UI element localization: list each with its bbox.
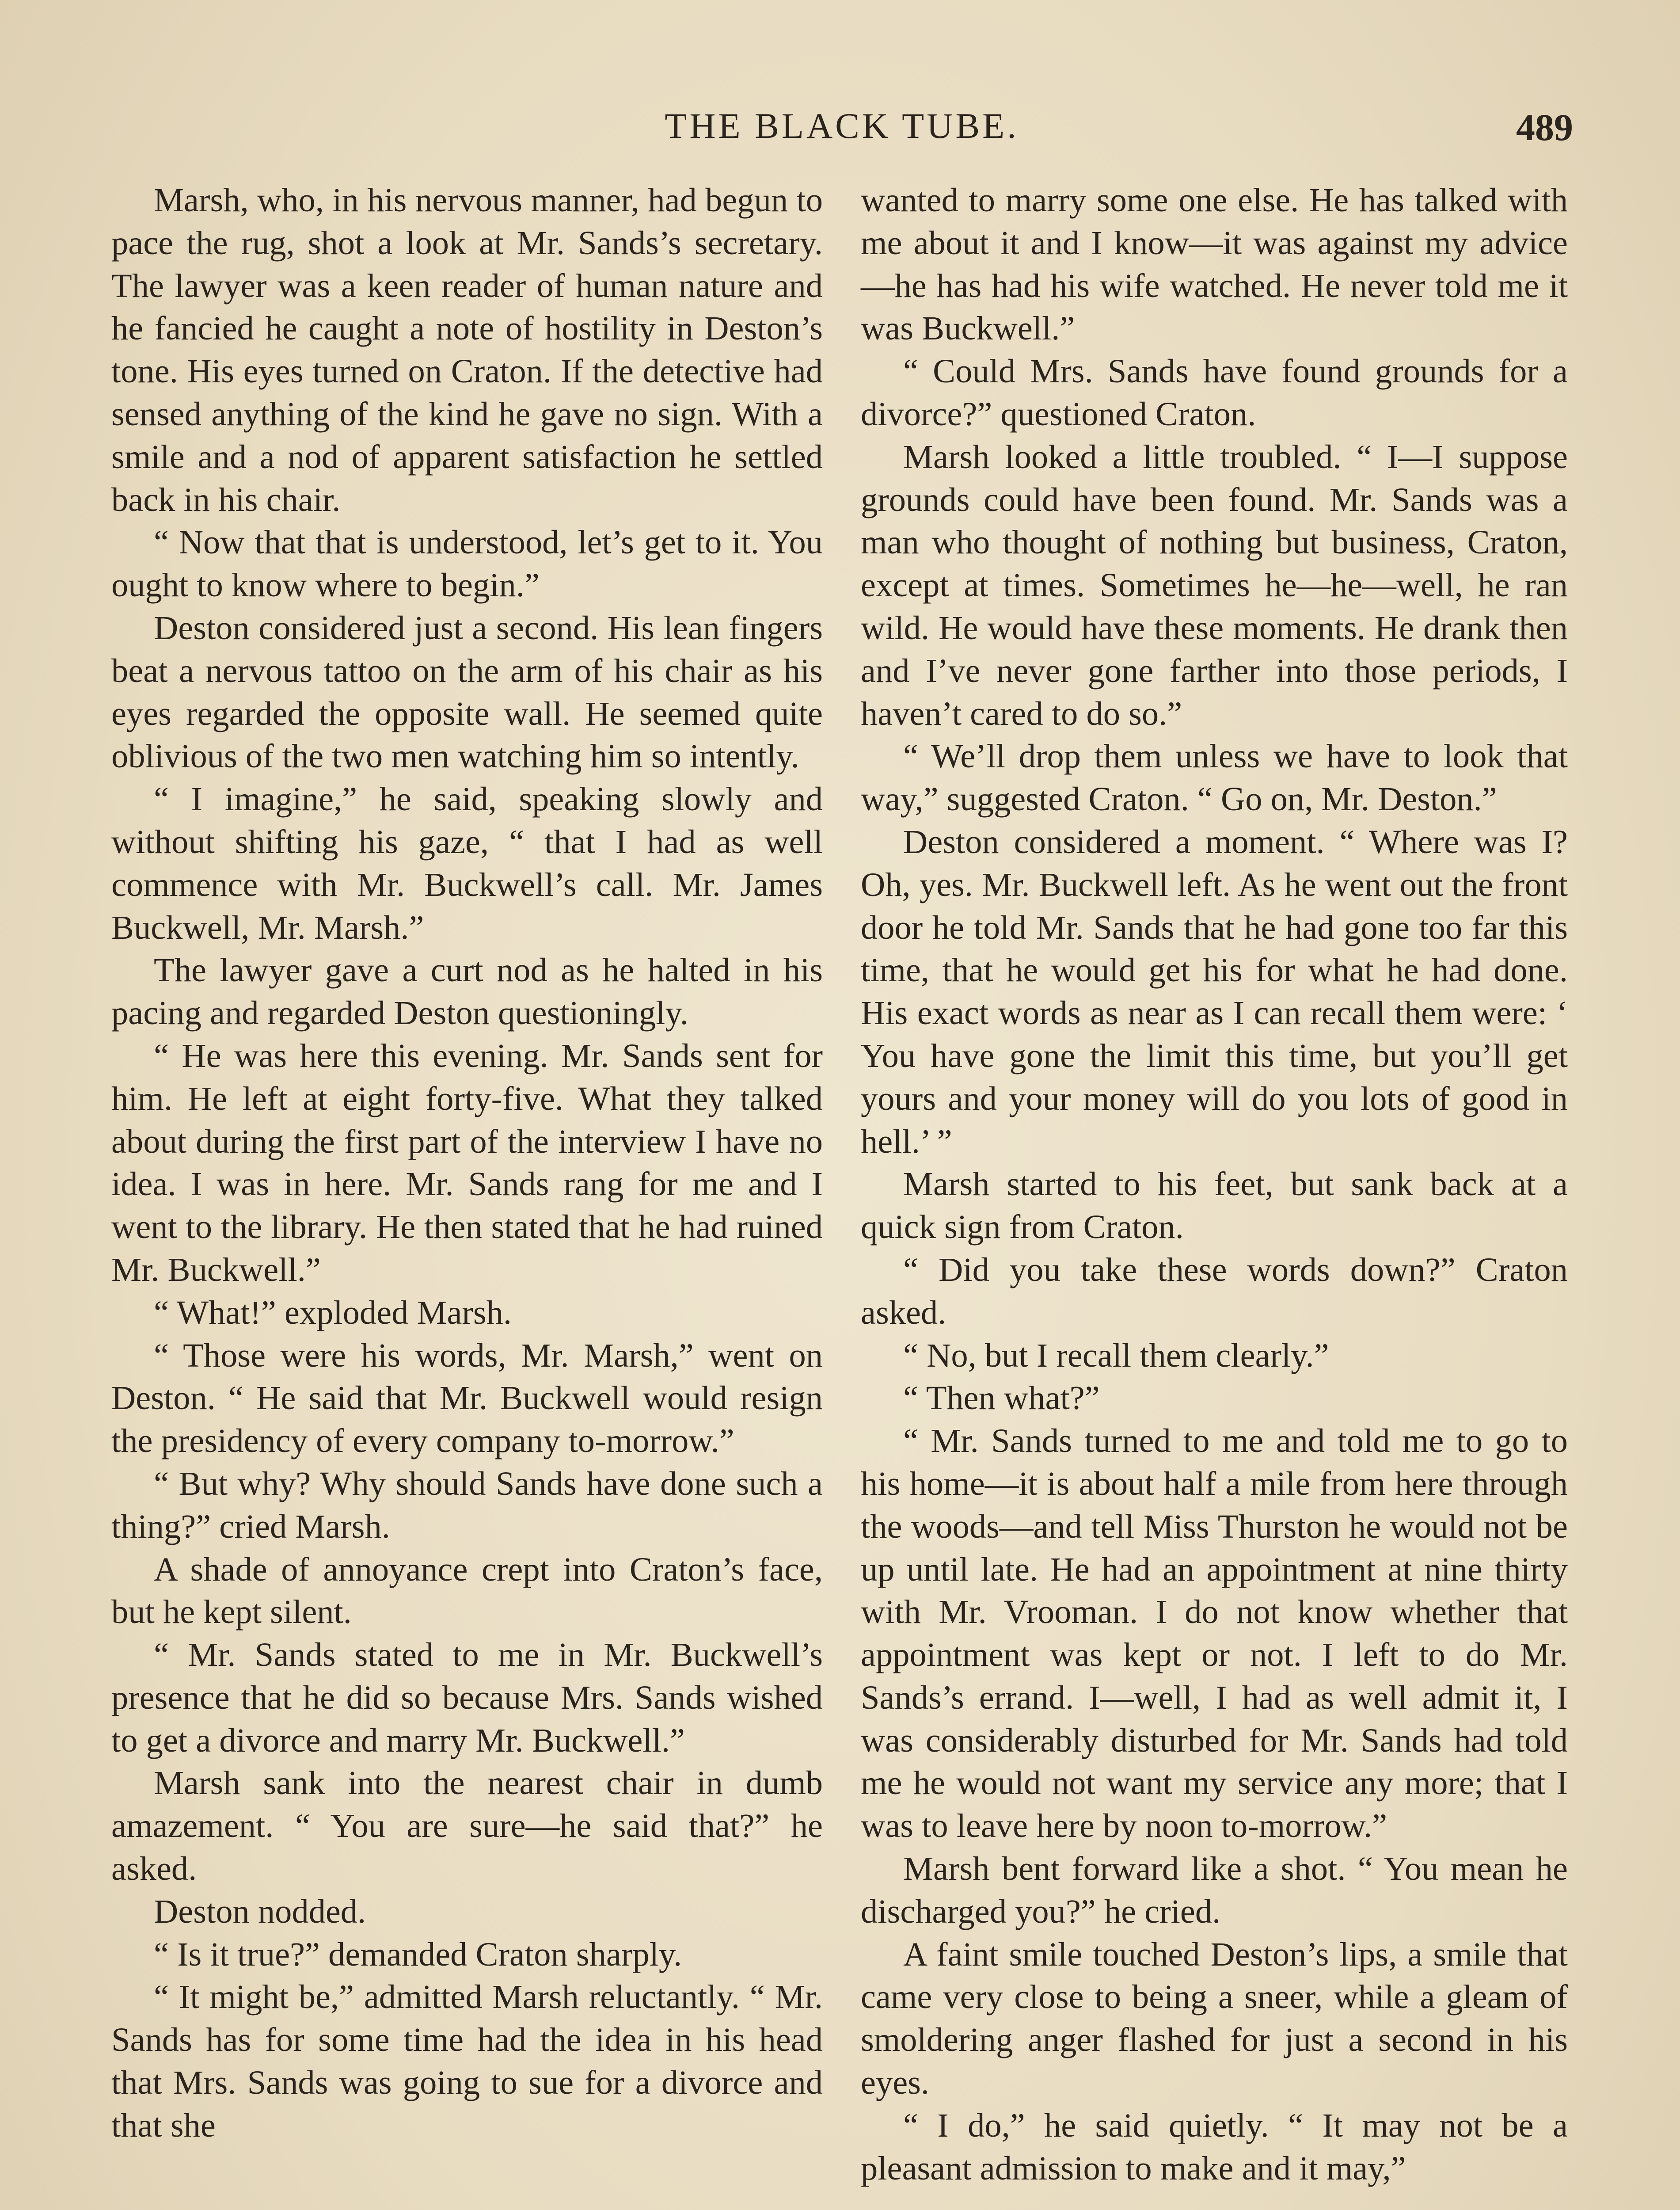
page-number: 489 xyxy=(1516,106,1573,149)
paragraph: Marsh looked a little troubled. “ I—I suppose grounds could have been found. Mr. Sands was a man who thought of nothing but business, Craton, except at times. Sometimes he—he—well, he ran wild. He would have these moments. He drank then and I’ve never gone farther into those periods, I haven’t cared to do so.” xyxy=(861,438,1568,732)
paragraph: “ He was here this evening. Mr. Sands sent for him. He left at eight forty-five. What they talked about during the first part of the interview I have no idea. I was in here. Mr. Sands rang for me and I went to the library. He then stated that he had ruined Mr. Buckwell.” xyxy=(111,1036,823,1288)
paragraph: “ I imagine,” he said, speaking slowly and without shifting his gaze, “ that I had as well commence with Mr. Buckwell’s call. Mr. James Buckwell, Mr. Marsh.” xyxy=(111,780,823,946)
paragraph: “ Mr. Sands stated to me in Mr. Buckwell’s presence that he did so because Mrs. Sands wished to get a divorce and marry Mr. Buckwell.” xyxy=(111,1636,823,1759)
paragraph: “ No, but I recall them clearly.” xyxy=(903,1336,1329,1374)
paragraph: “ We’ll drop them unless we have to look that way,” suggested Craton. “ Go on, Mr. Deston.” xyxy=(861,737,1568,818)
paragraph: “ Did you take these words down?” Craton asked. xyxy=(861,1250,1568,1331)
paragraph: “ Then what?” xyxy=(903,1379,1100,1417)
paragraph: “ I do,” he said quietly. “ It may not be a pleasant admission to make and it may,” xyxy=(861,2106,1568,2187)
paragraph: Marsh started to his feet, but sank back at a quick sign from Craton. xyxy=(861,1165,1568,1246)
paragraph: “ Could Mrs. Sands have found grounds for a divorce?” questioned Craton. xyxy=(861,352,1568,433)
paragraph: Marsh, who, in his nervous manner, had begun to pace the rug, shot a look at Mr. Sands’s secretary. The lawyer was a keen reader of human nature and he fancied he caught a note of hostility in Deston’s tone. His eyes turned on Craton. If the detective had sensed anything of the kind he gave no sign. With a smile and a nod of apparent satisfaction he settled back in his chair. xyxy=(111,181,823,518)
paragraph: Marsh bent forward like a shot. “ You mean he discharged you?” he cried. xyxy=(861,1850,1568,1930)
paragraph: “ Those were his words, Mr. Marsh,” went on Deston. “ He said that Mr. Buckwell would resign the presidency of every company to-morrow.” xyxy=(111,1336,823,1460)
paragraph: “ Mr. Sands turned to me and told me to go to his home—it is about half a mile from here through the woods—and tell Miss Thurston he would not be up until late. He had an appointment at nine thirty with Mr. Vrooman. I do not know whether that appointment was kept or not. I left to do Mr. Sands’s errand. I—well, I had as well admit it, I was considerably disturbed for Mr. Sands had told me he would not want my service any more; that I was to leave here by noon to-morrow.” xyxy=(861,1422,1568,1845)
paragraph: Marsh sank into the nearest chair in dumb amazement. “ You are sure—he said that?” he asked. xyxy=(111,1764,823,1888)
left-column xyxy=(111,179,823,2147)
paragraph: A faint smile touched Deston’s lips, a smile that came very close to being a sneer, while a gleam of smoldering anger flashed for just a second in his eyes. xyxy=(861,1935,1568,2102)
paragraph: Deston considered a moment. “ Where was I? Oh, yes. Mr. Buckwell left. As he went out the front door he told Mr. Sands that he had gone too far this time, that he would get his for what he had done. His exact words as near as I can recall them were: ‘ You have gone the limit this time, but you’ll get yours and your money will do you lots of good in hell.’ ” xyxy=(861,823,1568,1160)
running-title: THE BLACK TUBE. xyxy=(665,106,1019,146)
paragraph: Deston considered just a second. His lean fingers beat a nervous tattoo on the arm of his chair as his eyes regarded the opposite wall. He seemed quite oblivious of the two men watching him so intently. xyxy=(111,609,823,775)
paragraph: “ Is it true?” demanded Craton sharply. xyxy=(154,1935,682,1973)
paragraph: A shade of annoyance crept into Craton’s face, but he kept silent. xyxy=(111,1550,823,1631)
paragraph: “ But why? Why should Sands have done such a thing?” cried Marsh. xyxy=(111,1464,823,1545)
paragraph: “ Now that that is understood, let’s get to it. You ought to know where to begin.” xyxy=(111,523,823,604)
paragraph: wanted to marry some one else. He has talked with me about it and I know—it was against my advice—he has had his wife watched. He never told me it was Buckwell.” xyxy=(861,181,1568,347)
paragraph: Deston nodded. xyxy=(154,1892,366,1930)
right-column xyxy=(861,179,1568,2190)
paragraph: “ It might be,” admitted Marsh reluctantly. “ Mr. Sands has for some time had the idea in his head that Mrs. Sands was going to sue for a divorce and that she xyxy=(111,1978,823,2144)
paragraph: The lawyer gave a curt nod as he halted in his pacing and regarded Deston questioningly. xyxy=(111,951,823,1032)
running-header xyxy=(110,97,1573,150)
paragraph: “ What!” exploded Marsh. xyxy=(154,1293,512,1331)
